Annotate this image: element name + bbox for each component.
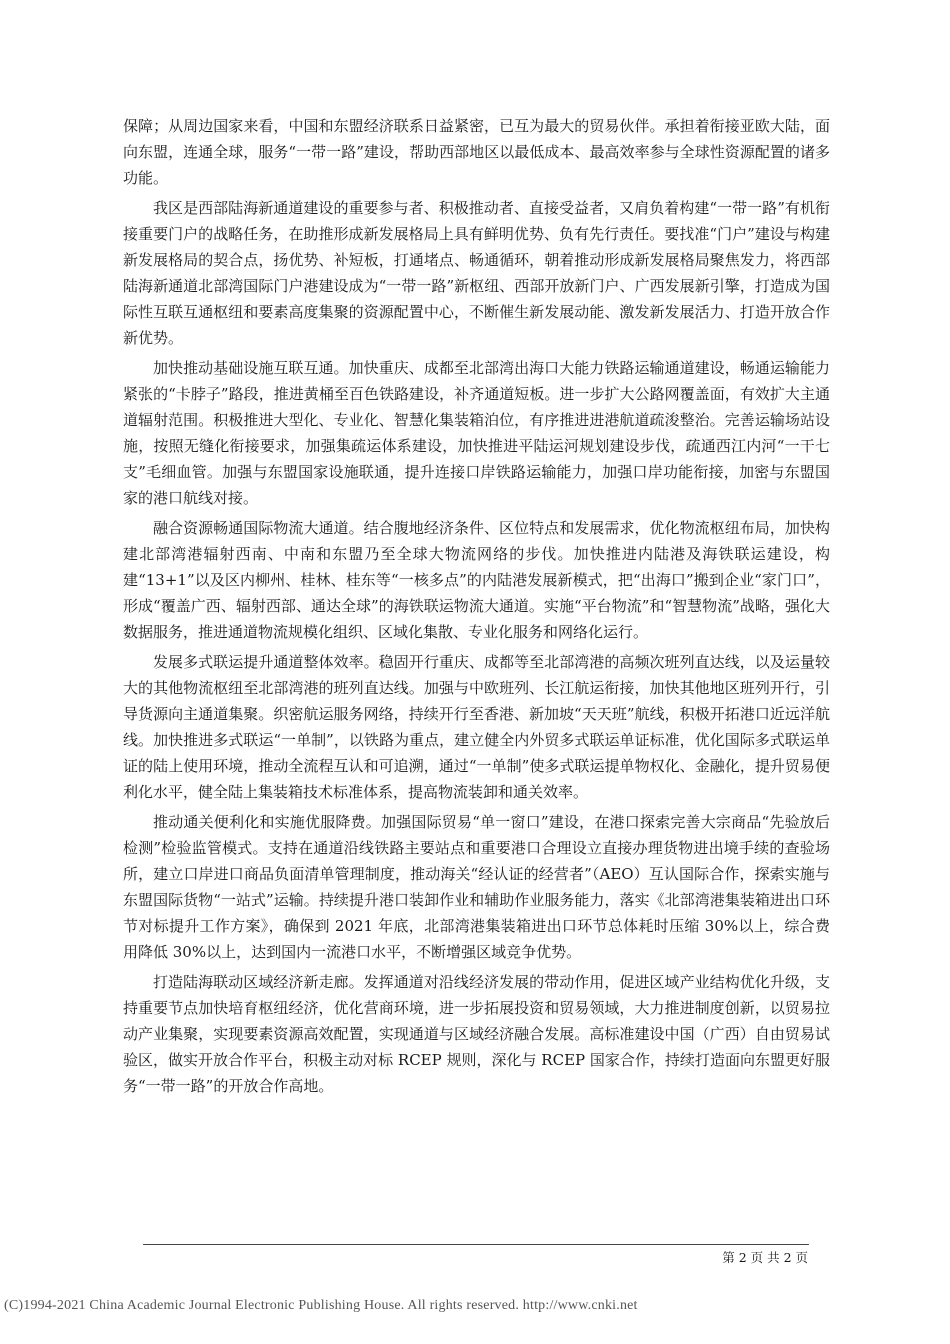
page-number: 第 2 页 共 2 页 [722,1250,808,1265]
paragraph-multimodal-transport: 发展多式联运提升通道整体效率。稳固开行重庆、成都等至北部湾港的高频次班列直达线，以及运量较大的其他物流枢纽至北部湾港的班列直达线。加强与中欧班列、长江航运衔接，加快其他地区班列开行，引导货源向主通道集聚。织密航运服务网络，持续开行至香港、新加坡“天天班”航线，积极开拓港口近远洋航线。加快推进多式联运“一单制”，以铁路为重点，建立健全内外贸多式联运单证标准，优化国际多式联运单证的陆上使用环境，推动全流程互认和可追溯，通过“一单制”使多式联运提单物权化、金融化，提升贸易便利化水平，健全陆上集装箱技术标准体系，提高物流装卸和通关效率。 [123,653,830,801]
footer-divider [143,1244,809,1245]
article-body [123,113,830,1103]
copyright-notice: (C)1994-2021 China Academic Journal Electronic Publishing House. All rights reserved. http://www.cnki.net [4,1298,638,1313]
paragraph-logistics-corridor: 融合资源畅通国际物流大通道。结合腹地经济条件、区位特点和发展需求，优化物流枢纽布局，加快构建北部湾港辐射西南、中南和东盟乃至全球大物流网络的步伐。加快推进内陆港及海铁联运建设，构建“13+1”以及区内柳州、桂林、桂东等“一核多点”的内陆港发展新模式，把“出海口”搬到企业“家门口”，形成“覆盖广西、辐射西部、通达全球”的海铁联运物流大通道。实施“平台物流”和“智慧物流”战略，强化大数据服务，推进通道物流规模化组织、区域化集散、专业化服务和网络化运行。 [123,519,830,641]
paragraph-infrastructure: 加快推动基础设施互联互通。加快重庆、成都至北部湾出海口大能力铁路运输通道建设，畅通运输能力紧张的“卡脖子”路段，推进黄桶至百色铁路建设，补齐通道短板。进一步扩大公路网覆盖面，有效扩大主通道辐射范围。积极推进大型化、专业化、智慧化集装箱泊位，有序推进进港航道疏浚整治。完善运输场站设施，按照无缝化衔接要求，加强集疏运体系建设，加快推进平陆运河规划建设步伐，疏通西江内河“一干七支”毛细血管。加强与东盟国家设施联通，提升连接口岸铁路运输能力，加强口岸功能衔接，加密与东盟国家的港口航线对接。 [123,359,830,507]
paragraph-economic-corridor: 打造陆海联动区域经济新走廊。发挥通道对沿线经济发展的带动作用，促进区域产业结构优化升级，支持重要节点加快培育枢纽经济，优化营商环境，进一步拓展投资和贸易领域，大力推进制度创新，以贸易拉动产业集聚，实现要素资源高效配置，实现通道与区域经济融合发展。高标准建设中国（广西）自由贸易试验区，做实开放合作平台，积极主动对标 RCEP 规则，深化与 RCEP 国家合作，持续打造面向东盟更好服务“一带一路”的开放合作高地。 [123,973,830,1095]
paragraph-customs-facilitation: 推动通关便利化和实施优服降费。加强国际贸易“单一窗口”建设，在港口探索完善大宗商品“先验放后检测”检验监管模式。支持在通道沿线铁路主要站点和重要港口合理设立直接办理货物进出境手续的查验场所，建立口岸进口商品负面清单管理制度，推动海关“经认证的经营者”（AEO）互认国际合作，探索实施与东盟国际货物“一站式”运输。持续提升港口装卸作业和辅助作业服务能力，落实《北部湾港集装箱进出口环节对标提升工作方案》，确保到 2021 年底，北部湾港集装箱进出口环节总体耗时压缩 30%以上，综合费用降低 30%以上，达到国内一流港口水平，不断增强区域竞争优势。 [123,813,830,961]
paragraph-gateway-role: 我区是西部陆海新通道建设的重要参与者、积极推动者、直接受益者，又肩负着构建“一带一路”有机衔接重要门户的战略任务，在助推形成新发展格局上具有鲜明优势、负有先行责任。要找准“门户”建设与构建新发展格局的契合点，扬优势、补短板，打通堵点、畅通循环，朝着推动形成新发展格局聚焦发力，将西部陆海新通道北部湾国际门户港建设成为“一带一路”新枢纽、西部开放新门户、广西发展新引擎，打造成为国际性互联互通枢纽和要素高度集聚的资源配置中心，不断催生新发展动能、激发新发展活力、打造开放合作新优势。 [123,199,830,347]
paragraph-continuation: 保障；从周边国家来看，中国和东盟经济联系日益紧密，已互为最大的贸易伙伴。承担着衔接亚欧大陆，面向东盟，连通全球，服务“一带一路”建设，帮助西部地区以最低成本、最高效率参与全球性资源配置的诸多功能。 [123,117,830,187]
